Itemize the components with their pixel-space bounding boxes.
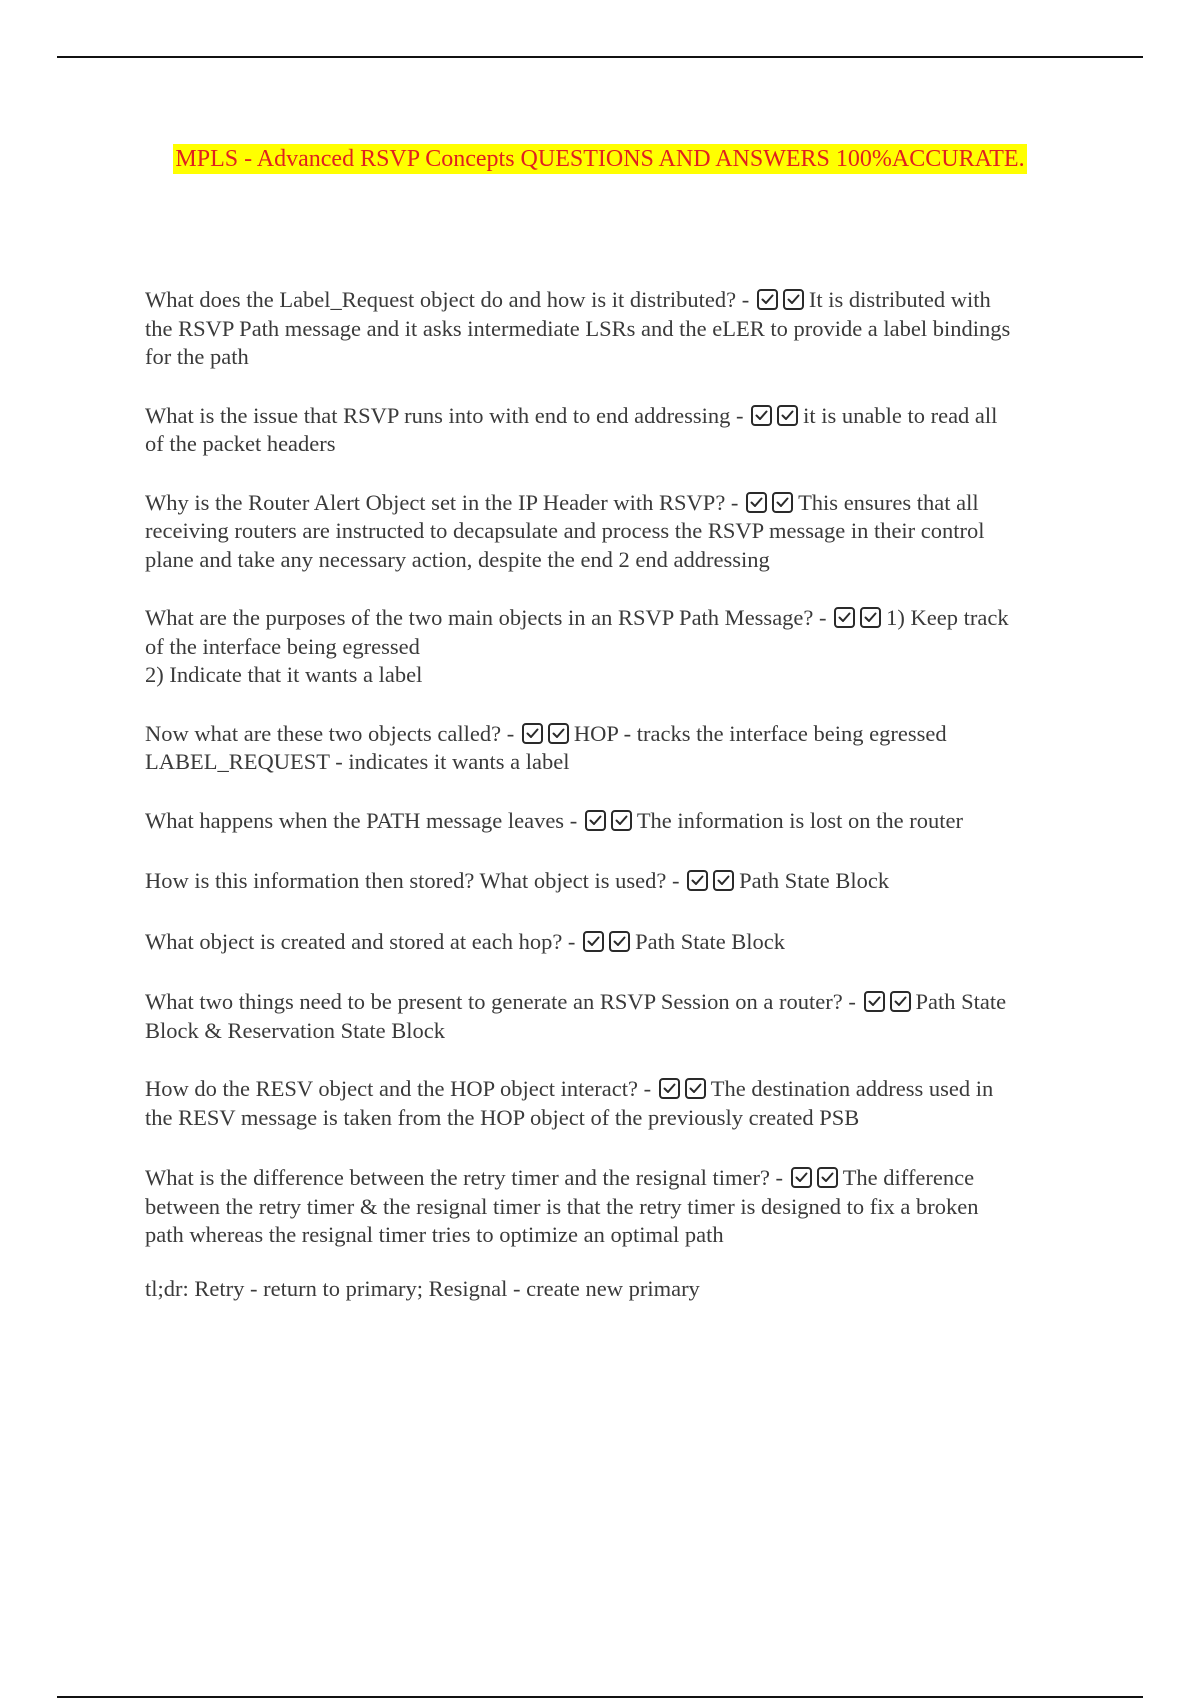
answer-marker [522, 721, 574, 746]
answer-text: The destination address used in [710, 1076, 994, 1101]
answer-marker [864, 989, 916, 1014]
checkbox-checked-icon [791, 1167, 812, 1188]
checkbox-checked-icon [522, 723, 543, 744]
checkbox-checked-icon [685, 1078, 706, 1099]
summary-note: tl;dr: Retry - return to primary; Resignal - create new primary [145, 1275, 700, 1301]
answer-line: of the packet headers [145, 431, 336, 456]
qa-line [145, 1164, 1085, 1193]
answer-text: It is distributed with [808, 287, 991, 312]
checkbox-checked-icon [746, 492, 767, 513]
checkbox-checked-icon [777, 405, 798, 426]
question-text: Why is the Router Alert Object set in the IP Header with RSVP? - [145, 489, 739, 515]
title-container [0, 144, 1200, 174]
checkbox-checked-icon [860, 607, 881, 628]
checkbox-checked-icon [585, 810, 606, 831]
qa-line [145, 807, 1085, 836]
question-text: What happens when the PATH message leaves - [145, 807, 578, 833]
qa-item [145, 286, 1085, 372]
qa-line [145, 604, 1085, 633]
qa-line [145, 988, 1085, 1017]
answer-line: Block & Reservation State Block [145, 1017, 445, 1043]
answer-text: 1) Keep track [886, 605, 1009, 630]
checkbox-checked-icon [864, 991, 885, 1012]
answer-line: LABEL_REQUEST - indicates it wants a label [145, 749, 570, 774]
answer-text: HOP - tracks the interface being egressed [573, 720, 947, 746]
answer-line: path whereas the resignal timer tries to optimize an optimal path [145, 1222, 724, 1247]
question-text: What is the issue that RSVP runs into with end to end addressing - [145, 402, 744, 428]
answer-line: the RESV message is taken from the HOP object of the previously created PSB [145, 1104, 860, 1130]
qa-line [145, 720, 1085, 749]
qa-content [145, 286, 1085, 1333]
qa-line [145, 286, 1085, 315]
qa-line [145, 402, 1085, 431]
question-text: How is this information then stored? What object is used? - [145, 868, 680, 893]
checkbox-checked-icon [713, 870, 734, 891]
answer-text: This ensures that all [798, 489, 979, 515]
answer-line: of the interface being egressed [145, 633, 420, 659]
checkbox-checked-icon [583, 931, 604, 952]
qa-item [145, 489, 1085, 575]
answer-text: The difference [842, 1165, 975, 1190]
qa-line [145, 489, 1085, 518]
question-text: What two things need to be present to generate an RSVP Session on a router? - [145, 989, 856, 1014]
answer-text: The information is lost on the router [636, 807, 963, 833]
answer-marker [659, 1076, 711, 1101]
answer-line: plane and take any necessary action, despite the end 2 end addressing [145, 546, 770, 572]
answer-marker [687, 868, 739, 893]
checkbox-checked-icon [751, 405, 772, 426]
qa-line [145, 1075, 1085, 1104]
checkbox-checked-icon [817, 1167, 838, 1188]
checkbox-checked-icon [611, 810, 632, 831]
qa-item [145, 807, 1085, 836]
qa-line [145, 928, 1085, 957]
qa-item [145, 720, 1085, 777]
answer-marker [791, 1165, 843, 1190]
question-text: What is the difference between the retry timer and the resignal timer? - [145, 1165, 784, 1190]
question-text: Now what are these two objects called? - [145, 720, 515, 746]
answer-marker [585, 808, 637, 833]
question-text: What are the purposes of the two main objects in an RSVP Path Message? - [145, 605, 827, 630]
checkbox-checked-icon [834, 607, 855, 628]
checkbox-checked-icon [548, 723, 569, 744]
question-text: What object is created and stored at each hop? - [145, 928, 576, 954]
qa-item [145, 988, 1085, 1045]
answer-line: 2) Indicate that it wants a label [145, 662, 423, 687]
answer-text: Path State [915, 989, 1007, 1014]
checkbox-checked-icon [609, 931, 630, 952]
checkbox-checked-icon [772, 492, 793, 513]
answer-marker [757, 287, 809, 312]
document-title: MPLS - Advanced RSVP Concepts QUESTIONS AND ANSWERS 100%ACCURATE. [175, 146, 1025, 172]
answer-text: Path State Block [739, 868, 890, 893]
answer-marker [751, 403, 803, 428]
checkbox-checked-icon [757, 289, 778, 310]
answer-line: for the path [145, 344, 249, 369]
question-text: What does the Label_Request object do and how is it distributed? - [145, 287, 750, 312]
answer-marker [834, 605, 886, 630]
answer-marker [746, 490, 798, 515]
answer-text: it is unable to read all [803, 402, 998, 428]
bottom-rule [57, 1696, 1143, 1698]
qa-item [145, 928, 1085, 957]
question-text: How do the RESV object and the HOP object interact? - [145, 1076, 652, 1101]
checkbox-checked-icon [783, 289, 804, 310]
answer-line: receiving routers are instructed to decapsulate and process the RSVP message in their control [145, 518, 985, 543]
answer-marker [583, 929, 635, 954]
checkbox-checked-icon [687, 870, 708, 891]
qa-item [145, 604, 1085, 690]
top-rule [57, 56, 1143, 58]
qa-item [145, 1164, 1085, 1250]
checkbox-checked-icon [659, 1078, 680, 1099]
qa-item [145, 867, 1085, 896]
answer-line: between the retry timer & the resignal timer is that the retry timer is designed to fix a broken [145, 1193, 979, 1219]
answer-line: the RSVP Path message and it asks intermediate LSRs and the eLER to provide a label bindings [145, 315, 1011, 341]
qa-item [145, 402, 1085, 459]
qa-line [145, 867, 1085, 896]
answer-text: Path State Block [635, 928, 786, 954]
qa-item [145, 1075, 1085, 1132]
checkbox-checked-icon [890, 991, 911, 1012]
